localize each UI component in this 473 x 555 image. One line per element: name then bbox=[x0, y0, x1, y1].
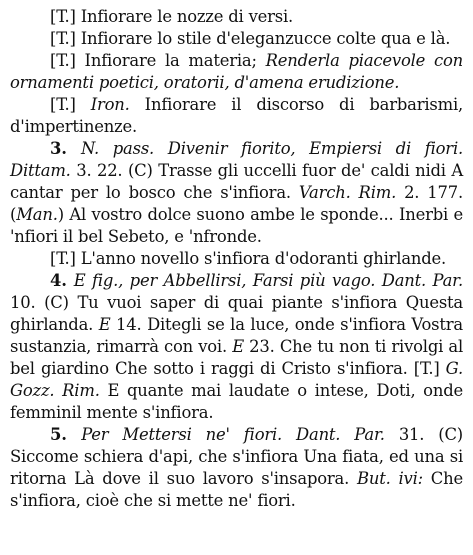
italic-segment: Iron. bbox=[90, 95, 130, 114]
entry-paragraph-2 bbox=[10, 28, 463, 50]
italic-segment: Varch. Rim. bbox=[298, 183, 397, 202]
text-segment: 23. Che tu non ti rivolgi al bel giardino Che sotto i raggi di Cristo s'infiora. [T.] bbox=[10, 337, 463, 378]
text-segment: Infiorare il discorso di barbarismi, d'impertinenze. bbox=[10, 95, 464, 136]
text-segment: E quante mai laudate o intese, Doti, onde femminil mente s'infiora. bbox=[10, 381, 463, 422]
text-segment: [T.] Infiorare le nozze di versi. bbox=[50, 7, 294, 26]
italic-segment: N. pass. Divenir fiorito, Empiersi di fiori. Dittam. bbox=[10, 139, 463, 180]
entry-paragraph-7 bbox=[10, 270, 463, 424]
italic-segment: Man. bbox=[16, 205, 58, 224]
text-segment: [T.] Infiorare lo stile d'eleganzucce colte qua e là. bbox=[50, 29, 451, 48]
italic-segment: But. ivi: bbox=[357, 469, 423, 488]
text-segment: 3. 22. (C) Trasse gli uccelli fuor de' caldi nidi A cantar per lo bosco che s'infiora. bbox=[10, 161, 463, 202]
section-number: 3. bbox=[50, 139, 81, 158]
text-segment: Che s'infiora, cioè che si mette ne' fiori. bbox=[10, 469, 464, 510]
italic-segment: G. Gozz. Rim. bbox=[10, 359, 463, 400]
text-segment: 2. 177. ( bbox=[10, 183, 463, 224]
text-segment: 14. Ditegli se la luce, onde s'infiora Vostra sustanzia, rimarrà con voi. bbox=[10, 315, 463, 356]
text-segment: [T.] L'anno novello s'infiora d'odoranti ghirlande. bbox=[50, 249, 447, 268]
italic-segment: E fig., per Abbellirsi, Farsi più vago. Dant. Par. bbox=[73, 271, 464, 290]
entry-paragraph-3 bbox=[10, 50, 463, 94]
italic-segment: Per Mettersi ne' fiori. Dant. Par. bbox=[81, 425, 385, 444]
italic-segment: Renderla piacevole con ornamenti poetici, oratorii, d'amena erudizione. bbox=[10, 51, 463, 92]
italic-segment: E bbox=[98, 315, 111, 334]
section-number: 5. bbox=[50, 425, 82, 444]
italic-segment: E bbox=[232, 337, 244, 356]
text-segment: 10. (C) Tu vuoi saper di quai piante s'infiora Questa ghirlanda. bbox=[10, 293, 463, 334]
entry-paragraph-8 bbox=[10, 424, 463, 512]
section-number: 4. bbox=[50, 271, 74, 290]
text-segment: ) Al vostro dolce suono ambe le sponde... Inerbi e 'nfiori il bel Sebeto, e 'nfronde. bbox=[10, 205, 463, 246]
text-segment: [T.] Infiorare la materia; bbox=[50, 51, 266, 70]
text-segment: 31. (C) Siccome schiera d'api, che s'infiora Una fiata, ed una si ritorna Là dove il suo lavoro s'insapora. bbox=[10, 425, 464, 488]
entry-paragraph-5 bbox=[10, 138, 463, 248]
text-segment: [T.] bbox=[50, 95, 91, 114]
entry-paragraph-6 bbox=[10, 248, 463, 270]
entry-paragraph-4 bbox=[10, 94, 463, 138]
entry-paragraph-1 bbox=[10, 6, 463, 28]
